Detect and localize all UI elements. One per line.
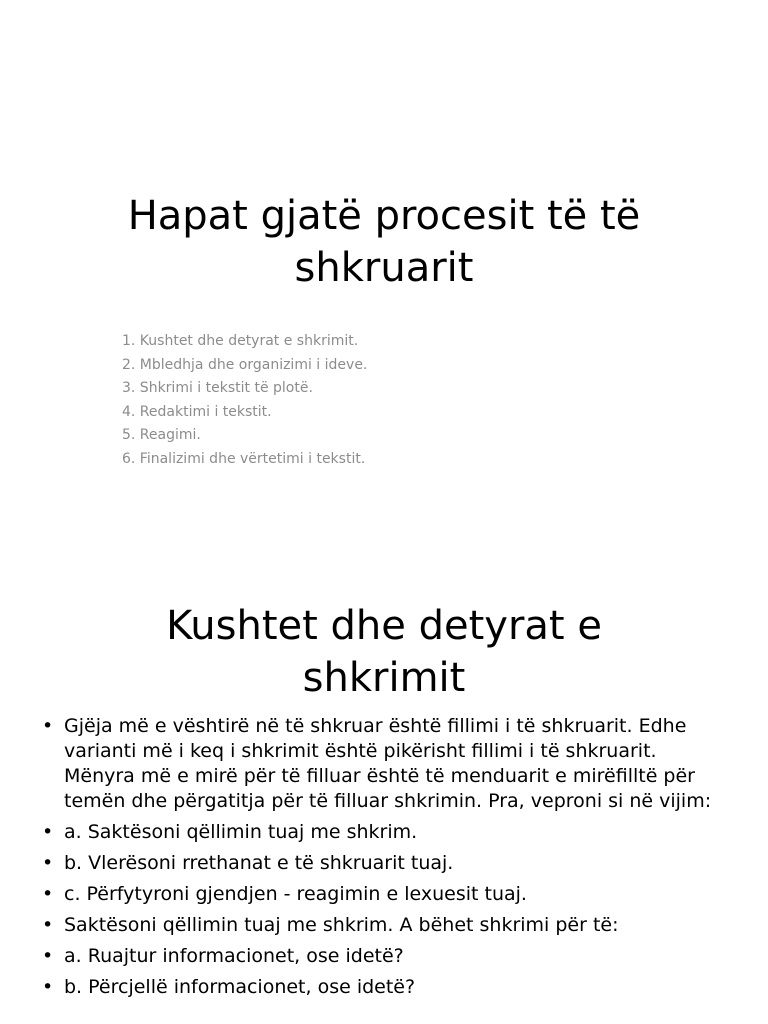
process-step: 2. Mbledhja dhe organizimi i ideve. [122, 356, 368, 373]
bullet-text: Gjëja më e vështirë në të shkruar është fillimi i të shkruarit. Edhe varianti më i keq i shkrimit është pikërisht fillimi i të shkruarit. Mënyra më e mirë për të filluar është të menduarit e mirëfilltë për temën dhe përgatitja për të filluar shkrimin. Pra, veproni si në vijim: [64, 715, 712, 812]
process-step: 1. Kushtet dhe detyrat e shkrimit. [122, 333, 359, 349]
slide-2-title [0, 600, 768, 704]
process-step: 6. Finalizimi dhe vërtetimi i tekstit. [122, 450, 366, 467]
bullet-text: Saktësoni qëllimin tuaj me shkrim. A bëhet shkrimi për të: [64, 914, 619, 936]
bullet-list [40, 714, 730, 1006]
bullet-dot-icon: • [42, 852, 54, 874]
slide-2-title-line-1: Kushtet dhe detyrat e [166, 603, 602, 649]
slide-2 [0, 576, 768, 1024]
slide-2-title-line-2: shkrimit [302, 655, 466, 701]
process-step: 5. Reagimi. [122, 427, 201, 443]
bullet-dot-icon: • [42, 821, 54, 843]
bullet-dot-icon: • [42, 914, 54, 936]
slide-1-title-line-2: shkruarit [294, 245, 474, 291]
bullet-item [40, 913, 730, 938]
process-steps-list [122, 330, 367, 471]
slide-1-title [0, 190, 768, 294]
bullet-item [40, 714, 730, 814]
process-step: 3. Shkrimi i tekstit të plotë. [122, 380, 313, 396]
bullet-item [40, 851, 730, 876]
bullet-text: b. Vlerësoni rrethanat e të shkruarit tuaj. [64, 852, 454, 874]
bullet-text: c. Përfytyroni gjendjen - reagimin e lexuesit tuaj. [64, 883, 527, 905]
bullet-item [40, 944, 730, 969]
bullet-item [40, 882, 730, 907]
slide-1-title-line-1: Hapat gjatë procesit të të [127, 193, 641, 239]
bullet-dot-icon: • [42, 883, 54, 905]
bullet-item [40, 820, 730, 845]
bullet-text: a. Ruajtur informacionet, ose idetë? [64, 945, 404, 967]
bullet-text: b. Përcjellë informacionet, ose idetë? [64, 976, 416, 998]
bullet-dot-icon: • [42, 715, 54, 737]
bullet-dot-icon: • [42, 976, 54, 998]
bullet-item [40, 975, 730, 1000]
bullet-text: a. Saktësoni qëllimin tuaj me shkrim. [64, 821, 418, 843]
process-step: 4. Redaktimi i tekstit. [122, 403, 272, 420]
bullet-dot-icon: • [42, 945, 54, 967]
